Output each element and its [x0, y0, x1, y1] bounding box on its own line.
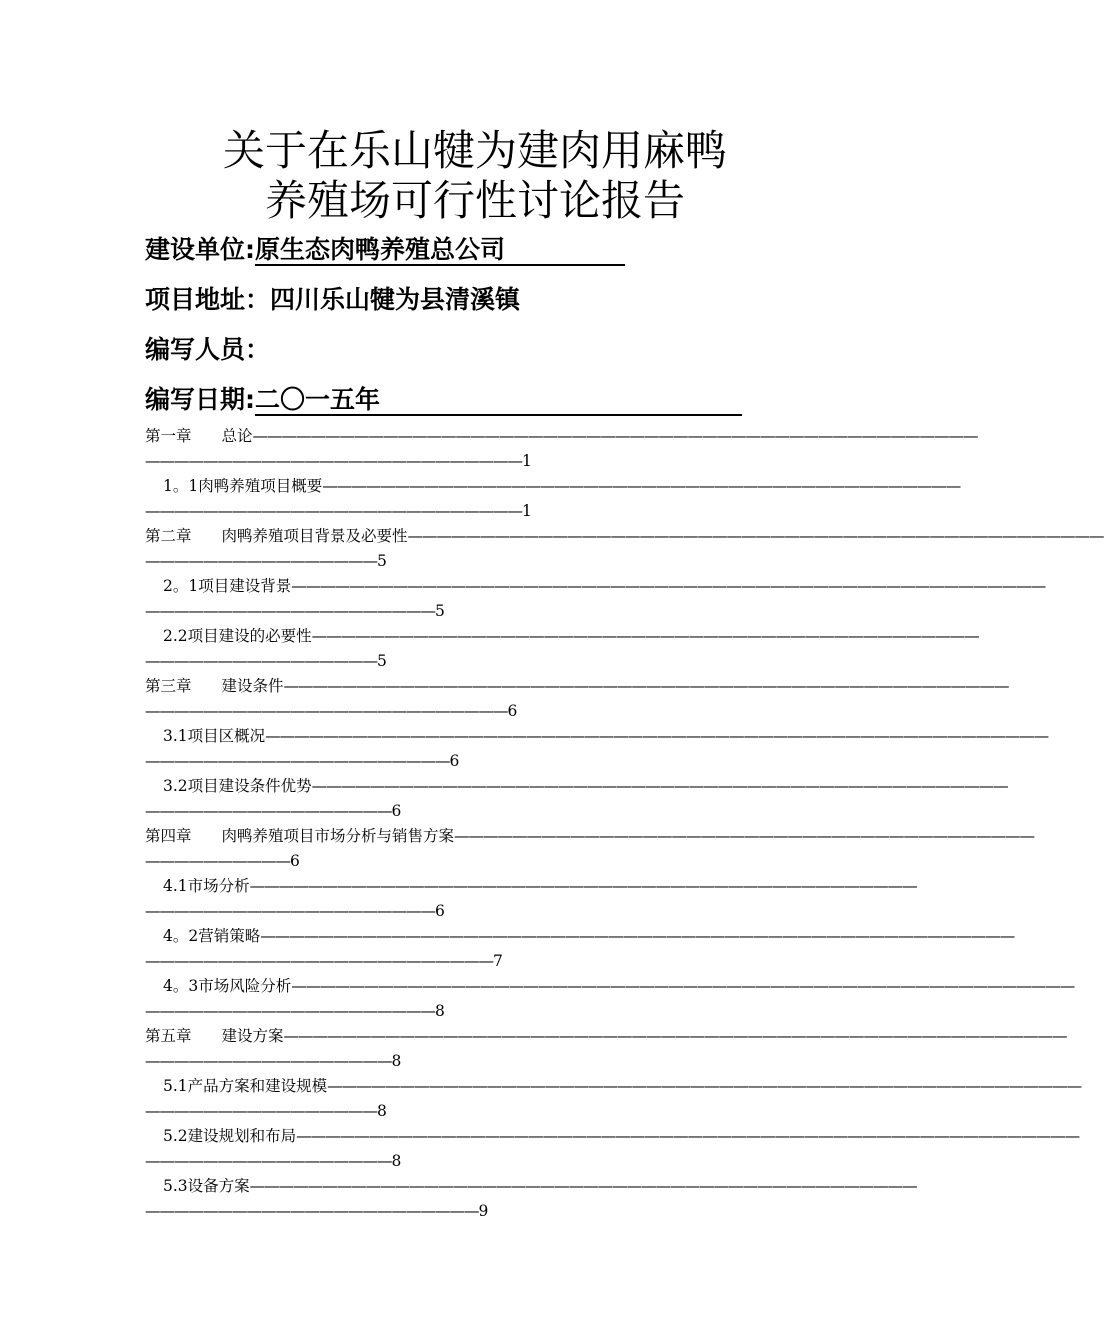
construction-unit-row [145, 234, 625, 266]
toc-chapter-number: 第三章 [145, 677, 192, 695]
toc-leader-dashes: —————————————————————————— [145, 502, 522, 520]
toc-leader-dashes: ———————————————————— [145, 602, 435, 620]
toc-leader-dashes: ——————————————————————— [145, 1202, 479, 1220]
toc-page-number: 1 [522, 452, 532, 470]
toc-leader-dashes: —————————— [145, 852, 290, 870]
toc-section-entry[interactable] [145, 1124, 1080, 1174]
toc-page-number: 6 [290, 852, 300, 870]
toc-section-entry[interactable] [145, 1174, 917, 1224]
toc-leader-dashes: ———————————————————————————————————————————————— [407, 527, 1104, 545]
report-title-line-1: 关于在乐山犍为建肉用麻鸭 [222, 126, 727, 175]
toc-page-number: 5 [377, 552, 387, 570]
toc-leader-dashes: ———————————————— [145, 552, 377, 570]
writing-date-value: 二〇一五年 [255, 386, 742, 416]
toc-chapter-entry[interactable] [145, 674, 1009, 724]
toc-entry-title: 2。1项目建设背景 [163, 577, 292, 595]
toc-leader-dashes: ———————————————————————————————————————————————————— [291, 577, 1046, 595]
toc-section-entry[interactable] [145, 574, 1046, 624]
toc-entry-title: 4.1市场分析 [163, 877, 250, 895]
toc-leader-dashes: —————————————————————————————————————————————————— [283, 677, 1009, 695]
toc-page-number: 8 [391, 1152, 402, 1170]
toc-page-number: 6 [391, 802, 402, 820]
toc-leader-dashes: ————————————————— [145, 802, 392, 820]
toc-chapter-entry[interactable] [145, 1024, 1067, 1074]
construction-unit-value: 原生态肉鸭养殖总公司 [255, 236, 625, 266]
project-address-value: 四川乐山犍为县清溪镇 [270, 285, 521, 314]
toc-leader-dashes: ———————————————————— [145, 1002, 435, 1020]
toc-entry-title: 总论 [221, 427, 253, 445]
toc-entry-title: 3.1项目区概况 [163, 727, 266, 745]
toc-entry-title: 2.2项目建设的必要性 [163, 627, 312, 645]
toc-chapter-number: 第四章 [145, 827, 192, 845]
toc-section-entry[interactable] [145, 974, 1075, 1024]
project-address-label: 项目地址： [145, 285, 271, 314]
toc-leader-dashes: —————————————————————————————————————————————————— [252, 427, 978, 445]
toc-section-entry[interactable] [145, 624, 979, 674]
toc-chapter-number: 第五章 [145, 1027, 192, 1045]
toc-leader-dashes: ————————————————————————— [145, 702, 508, 720]
toc-entry-title: 5.1产品方案和建设规模 [163, 1077, 328, 1095]
toc-chapter-entry[interactable] [145, 424, 978, 474]
toc-entry-title: 肉鸭养殖项目市场分析与销售方案 [221, 827, 455, 845]
writing-date-label: 编写日期: [145, 385, 255, 414]
writer-row [145, 334, 270, 366]
toc-entry-title: 建设方案 [221, 1027, 284, 1045]
toc-section-entry[interactable] [145, 1074, 1082, 1124]
toc-page-number: 5 [435, 602, 445, 620]
toc-leader-dashes: ———————————————————————————————————————————————————— [327, 1077, 1082, 1095]
construction-unit-label: 建设单位: [145, 235, 255, 264]
toc-page-number: 9 [478, 1202, 489, 1220]
project-address-row [145, 284, 520, 316]
toc-leader-dashes: ———————————————————————————————————————————————— [311, 777, 1008, 795]
toc-page-number: 6 [449, 752, 460, 770]
toc-chapter-entry[interactable] [145, 824, 1035, 874]
toc-chapter-entry[interactable] [145, 524, 1104, 574]
toc-entry-title: 肉鸭养殖项目背景及必要性 [221, 527, 408, 545]
toc-leader-dashes: —————————————————————————————————————————————— [249, 1177, 917, 1195]
toc-entry-title: 5.3设备方案 [163, 1177, 250, 1195]
toc-leader-dashes: ———————————————————— [145, 902, 435, 920]
toc-page-number: 7 [493, 952, 503, 970]
table-of-contents [145, 424, 1104, 1224]
toc-page-number: 8 [391, 1052, 402, 1070]
toc-entry-title: 4。3市场风险分析 [163, 977, 292, 995]
toc-page-number: 8 [435, 1002, 445, 1020]
toc-leader-dashes: —————————————————————————————————————————————————————— [291, 977, 1075, 995]
toc-entry-title: 5.2建设规划和布局 [163, 1127, 297, 1145]
toc-leader-dashes: ———————————————————————— [145, 952, 493, 970]
toc-chapter-number: 第二章 [145, 527, 192, 545]
toc-page-number: 6 [435, 902, 445, 920]
toc-chapter-number: 第一章 [145, 427, 192, 445]
toc-entry-title: 1。1肉鸭养殖项目概要 [163, 477, 323, 495]
toc-page-number: 6 [507, 702, 518, 720]
toc-leader-dashes: —————————————————————————————————————————————————————— [296, 1127, 1080, 1145]
toc-leader-dashes: ————————————————————— [145, 752, 450, 770]
toc-leader-dashes: ———————————————— [145, 652, 377, 670]
toc-section-entry[interactable] [145, 924, 1015, 974]
toc-section-entry[interactable] [145, 774, 1008, 824]
toc-leader-dashes: ————————————————— [145, 1152, 392, 1170]
toc-leader-dashes: ———————————————————————————————————————————————————— [260, 927, 1015, 945]
toc-leader-dashes: —————————————————————————————————————————————————————— [283, 1027, 1067, 1045]
toc-entry-title: 4。2营销策略 [163, 927, 261, 945]
writer-label: 编写人员： [145, 335, 271, 364]
toc-leader-dashes: ———————————————— [145, 1102, 377, 1120]
report-title-line-2: 养殖场可行性讨论报告 [264, 176, 685, 225]
toc-entry-title: 3.2项目建设条件优势 [163, 777, 312, 795]
toc-entry-title: 建设条件 [221, 677, 284, 695]
toc-leader-dashes: ————————————————— [145, 1052, 392, 1070]
toc-section-entry[interactable] [145, 724, 1049, 774]
toc-page-number: 5 [377, 652, 387, 670]
toc-page-number: 1 [522, 502, 532, 520]
toc-leader-dashes: —————————————————————————————————————————————— [311, 627, 979, 645]
toc-page-number: 8 [377, 1102, 387, 1120]
toc-leader-dashes: —————————————————————————————————————————————————————— [265, 727, 1049, 745]
toc-leader-dashes: —————————————————————————————————————————————— [249, 877, 917, 895]
toc-leader-dashes: ———————————————————————————————————————— [454, 827, 1035, 845]
toc-section-entry[interactable] [145, 474, 961, 524]
writing-date-row [145, 384, 742, 416]
toc-leader-dashes: ———————————————————————————————————————————— [322, 477, 961, 495]
toc-leader-dashes: —————————————————————————— [145, 452, 522, 470]
toc-section-entry[interactable] [145, 874, 917, 924]
